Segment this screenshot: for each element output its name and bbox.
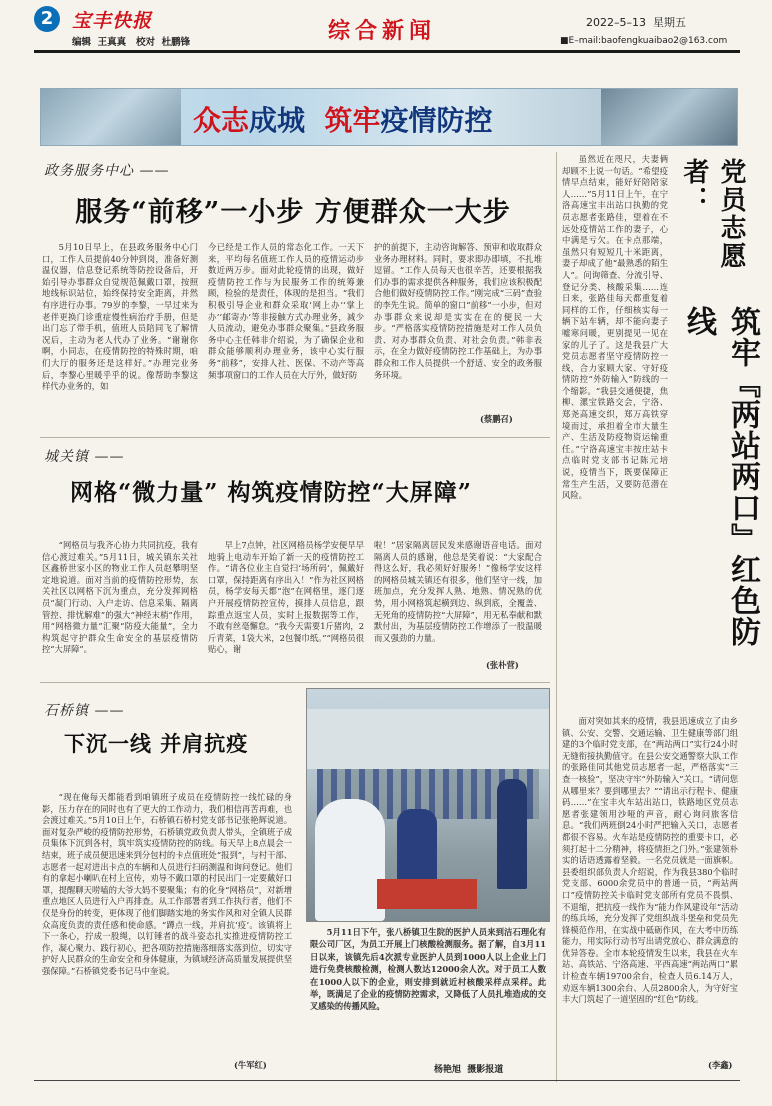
banner-word-4: 疫情防控 xyxy=(380,104,493,137)
banner xyxy=(40,88,738,146)
banner-title xyxy=(193,99,493,139)
article-3-byline: (牛军红) xyxy=(234,1060,267,1070)
right-column-rule xyxy=(556,152,557,1082)
article-1 xyxy=(40,160,546,229)
rule-2 xyxy=(40,682,550,683)
article-3-title: 下沉一线 并肩抗疫 xyxy=(64,731,249,756)
page-number-badge: 2 xyxy=(34,6,60,32)
photo-building xyxy=(307,709,549,769)
banner-word-2: 成城 xyxy=(249,104,306,137)
photo-credit: 杨艳旭 摄影报道 xyxy=(434,1065,504,1075)
article-4-title-line-1: 党员志愿者： xyxy=(679,158,746,270)
newspaper-logo: 宝丰快报 xyxy=(72,10,153,32)
article-4-top-text: 虽然近在咫尺，夫妻俩却顾不上说一句话。“希望疫情早点结束，能好好陪陪家人……”5月11日上午，在宁洛高速宝丰出站口执勤的党员志愿者张路佳，望着在不远处疫情站工作的妻子，心中满是亏欠。在卡点那端，虽然只有短短几十米距离，妻子却成了他“最熟悉的陌生人”。问询筛查、分流引导、登记分类、核酸采集……连日来，张路佳每天都重复着同样的工作，仔细核实每一辆下站车辆，却不能向妻子嘘寒问暖，更别提见一见在家的儿子了。这是我县广大党员志愿者坚守疫情防控一线，合力家顾大家、守好疫情防控“外防输入”防线的一个缩影。“我县交通便捷，焦柳、漯宝铁路交会，宁洛、郑尧高速交织，郑万高铁穿境而过，承担着全市大量生产、生活及防疫物资运输重任。”宁洛高速宝丰按庄站卡点临时党支部书记陈元培说，疫情当下，既要保障正常生产生活，又要防范潜在风险。 xyxy=(562,154,668,501)
photo-table xyxy=(377,879,477,909)
article-3-kicker: 石桥镇 —— xyxy=(44,703,125,719)
article-4-byline: (李鑫) xyxy=(708,1060,733,1070)
article-4-title-line-2: 筑牢『两站两口』红色防线 xyxy=(681,306,760,647)
header-rule xyxy=(34,50,740,53)
date-text: 2022–5–13 xyxy=(586,16,646,29)
photo-medical-worker xyxy=(315,799,385,921)
photo-caption: 5月11日下午，张八桥镇卫生院的医护人员来到洁石理化有限公司厂区，为员工开展上门核酸检测服务。据了解，自3月11日以来，该镇先后4次派专业医护人员到1000人以上企业上门进行免费核酸检测，检测人数达12000余人次。对于员工人数在1000人以下的企业，则安排到就近村核酸采样点采样。此举，既满足了企业的疫情防控需求，又降低了人员扎堆造成的交叉感染的传播风险。 xyxy=(310,927,546,1012)
article-1-kicker: 政务服务中心 —— xyxy=(44,163,170,179)
banner-photo-right xyxy=(601,89,737,145)
photo-worker-standing xyxy=(497,779,527,889)
article-3-body: “现在俺每天都能看到咱镇班子成员在疫情防控一线忙碌的身影，压力存在的同时也有了更大的工作动力，我们相信再苦再难，也会渡过难关。”5月10日上午，石桥镇石桥村党支部书记张艳辉说道。面对复杂严峻的疫情防控形势，石桥镇党政负责人带头，全镇班子成员集体下沉到各村，筑牢筑实疫情防控的防线。每天早上8点晨会一结束，班子成员便迅速来到分包村的卡点值班处“报到”，与村干部、志愿者一起对进出卡点的车辆和人员进行扫码测温和询问登记。他们有的拿起小喇叭在村上宣传，劝导不戴口罩的村民出门一定要戴好口罩，提醒聊天唠嗑的大爷大妈不要聚集；有的化身“网格员”，对新增重点地区人员进行入户再排查。从工作部署者到工作执行者，他们不仅是身份的转变，更体现了他们脚踏实地的务实作风和对全镇人民群众高度负责的责任感和使命感。“蹲点一线，并肩抗‘疫’。该镇将上下一条心，拧成一股绳，以钉锤者的战斗姿态扎实推进疫情防控工作，凝心聚力、践行初心，把各项防控措施落细落实落到位，切实守护好人民群众的生命安全和身体健康，为镇域经济高质量发展提供坚强保障。”石桥镇党委书记马中奎说。 xyxy=(42,792,292,976)
news-photo xyxy=(306,688,550,922)
article-2 xyxy=(40,446,546,507)
banner-word-1: 众志 xyxy=(193,104,250,137)
page-header xyxy=(0,0,772,66)
article-4-bottom-text: 面对突如其来的疫情，我县迅速成立了由乡镇、公安、交警、交通运输、卫生健康等部门组建的3个临时党支部，在“两站两口”实行24小时无缝衔接执勤值守。在县公安交通警察大队工作的张路佳同其他党员志愿者一起，严格落实“三查一核验”，坚决守牢“外防输入”关口。“请问您从哪里来？要到哪里去？”“请出示行程卡、健康码……”在宝丰火车站出站口，铁路地区党员志愿者张建领用沙哑的声音，耐心询问旅客信息。“我们两班倒24小时严把输入关口，志愿者都很不容易。火车站是疫情防控的重要卡口，必须打起十二分精神，将疫情拒之门外。”张建领朴实的话语透露着坚毅。一名党员就是一面旗帜。县委组织部负责人介绍说，作为我县380个临时党支部、6000余党员中的普通一员，“两站两口”疫情防控关卡临时党支部所有党员不畏惧、不退缩，把抗疫一线作为“能力作风建设年”活动的练兵场，充分发挥了党组织战斗堡垒和党员先锋模范作用，在实战中砥砺作风，在大考中历练能力，用实际行动书写出请党放心、群众满意的优异答卷。全市本轮疫情发生以来，我县在火车站、高铁站、宁洛高速、平西高速“两站两口”累计检查车辆19700余台，检查人员6.14万人，劝返车辆1300余台、人员2800余人，为守好宝丰大门筑起了一道坚固的“红色”防线。 xyxy=(562,716,738,1005)
banner-photo-left xyxy=(41,89,181,145)
article-2-kicker: 城关镇 —— xyxy=(44,449,125,465)
article-3 xyxy=(40,700,300,758)
article-1-col-1: 5月10日早上，在县政务服务中心门口，工作人员提前40分钟到岗，准备好测温仪器，信息登记系统等防控设备后，开始引导办事群众自觉规范佩戴口罩，按照地线标识站位，始终保持安全距离，并然有序进行办事。79岁的李黎，一早过来为老伴更换门诊重症慢性病治疗手册，但是出门忘了带手机，值班人员陪同飞了解情况后，主动为老人代办了业务。“谢谢你啊，小同志，在疫情防控的特殊时期，咱们大厅的服务还是这样好。”办理完业务后，李黎心里暖乎乎的说。像帮助李黎这样代办业务的，如 xyxy=(42,242,198,392)
issue-date xyxy=(586,14,686,30)
footer-rule xyxy=(34,1080,740,1081)
article-2-col-2: 早上7点钟，社区网格员杨学安便早早地骑上电动车开始了新一天的疫情防控工作。“请各位业主自觉扫‘场所码’，佩戴好口罩，保持距离有序出入！”作为社区网格员，杨学安每天都“泡”在网格里，逐门逐户开展疫情防控宣传，摸排人员信息，跟踪重点返宝人员，实时上报数据等工作，不敢有丝毫懈怠。“我今天需要1斤猪肉，2斤青菜，1袋大米，2包餐巾纸。”“网格员很贴心，谢 xyxy=(208,540,364,655)
section-title: 综合新闻 xyxy=(328,19,437,44)
banner-word-3: 筑牢 xyxy=(324,104,381,137)
email-line: ■E–mail:baofengkuaibao2@163.com xyxy=(560,36,728,46)
weekday-text: 星期五 xyxy=(653,16,686,29)
article-1-col-3: 护的前提下，主动咨询解答、预审和收取群众业务办理材料。同时，要求即办即填，不扎堆逗留。“工作人员每天也很辛苦，还要根据我们办事的需求提供各种服务，我们应该积极配合他们做好疫情防控工作。”刚完成“三码”查验的李先生说。简单的窗口“前移”一小步，但对办事群众来说却是实实在在的便民一大步。“严格落实疫情防控措施是对工作人员负责、对办事群众负责、对社会负责。”韩非表示，在全力做好疫情防控工作基础上，为办事群众和工作人员提供一个舒适、安全的政务服务环境。 xyxy=(374,242,542,380)
article-2-title: 网格“微力量” 构筑疫情防控“大屏障” xyxy=(70,479,472,506)
article-1-byline: (蔡鹏召) xyxy=(480,414,513,424)
article-2-col-1: “网格员与我齐心协力共同抗疫，我有信心渡过难关。”5月11日，城关镇东关社区鑫桥世家小区的物业工作人员赵攀明坚定地说道。面对当前的疫情防控形势，东关社区以网格下沉为重点，充分发挥网格员“凝门行动、入户走访、信息采集、隔离管控、排忧解难”的强大“神经末梢”作用，用“网格微力量”汇聚“防疫大能量”，全力构筑起守护群众生命安全的基层疫情防控“大屏障”。 xyxy=(42,540,198,655)
rule-1 xyxy=(40,437,550,438)
article-1-col-2: 今已经是工作人员的常态化工作。一天下来，平均每名值班工作人员的疫情运动步数近两万步。面对此轮疫情的出现，做好疫情防控工作与为民服务工作的统筹兼顾，检验的是责任，体现的是担当。“我们积极引导企业和群众采取‘网上办’‘掌上办’‘邮寄办’等非接触方式办理业务，减少人员流动，避免办事群众聚集。”县政务服务中心主任韩非介绍说，为了确保企业和群众能够顺利办理业务，该中心实行服务“前移”，安排人社、医保、不动产等高频事项窗口的工作人员在大厅外，做好防 xyxy=(208,242,364,380)
article-2-col-3: 啦！”居家隔离居民发来感谢语音电话。面对隔离人员的感谢，他总是笑着说：“大家配合得这么好，我必须好好服务！”像杨学安这样的网格员城关镇还有很多，他们坚守一线，加班加点，充分发挥人熟、地熟、情况熟的优势，用小网格筑起横到边、纵到底，全覆盖、无死角的疫情防控“大屏障”，用无私奉献和默默付出，为基层疫情防控工作增添了一股温暖而又强劲的力量。 xyxy=(374,540,542,643)
article-4-vertical-title xyxy=(676,158,760,666)
editor-line: 编辑 王真真 校对 杜鹏锋 xyxy=(72,37,191,48)
article-1-title: 服务“前移”一小步 方便群众一大步 xyxy=(75,197,511,228)
article-2-byline: (张朴营) xyxy=(486,660,519,670)
